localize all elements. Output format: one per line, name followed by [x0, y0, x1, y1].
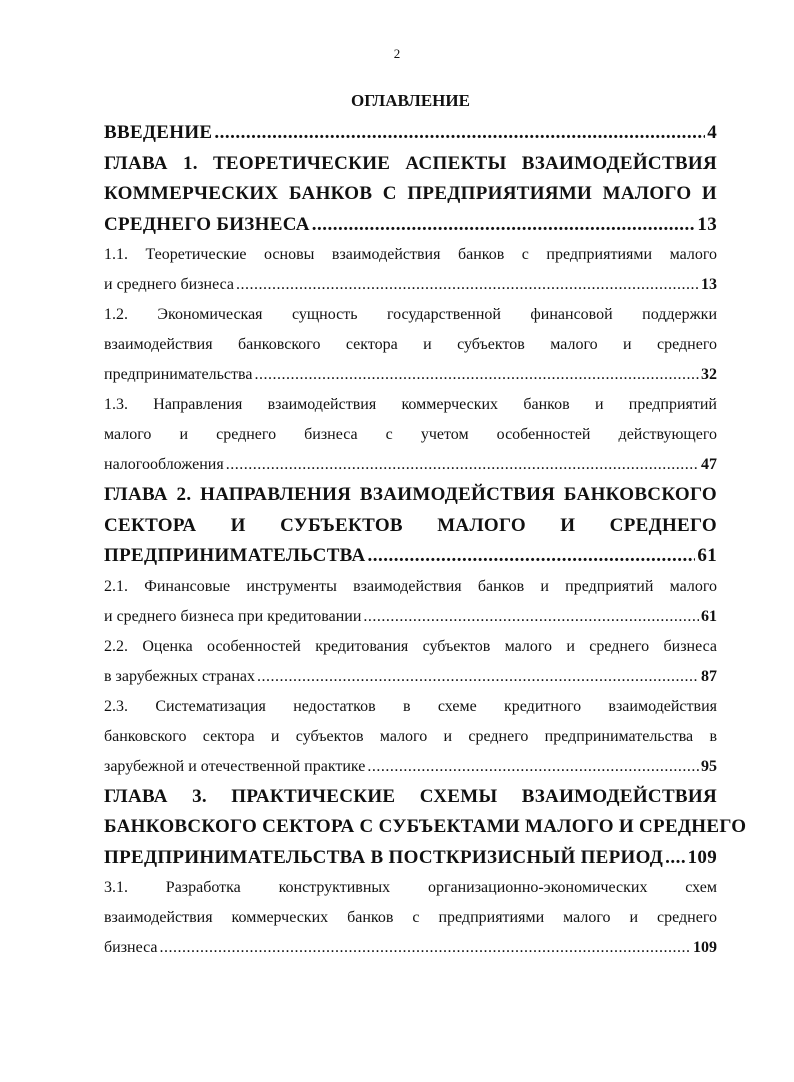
toc-entry-line [104, 752, 717, 782]
toc-entry-line: ГЛАВА 1. ТЕОРЕТИЧЕСКИЕ АСПЕКТЫ ВЗАИМОДЕЙСТВИЯ [104, 152, 717, 174]
table-of-contents [104, 88, 747, 963]
toc-page-number: 61 [697, 545, 717, 566]
toc-entry-line: банковского сектора и субъектов малого и среднего предпринимательства в [104, 727, 717, 745]
toc-entry-line: 2.3. Систематизация недостатков в схеме кредитного взаимодействия [104, 697, 717, 715]
dot-leader [367, 541, 695, 572]
toc-entry-line: ГЛАВА 2. НАПРАВЛЕНИЯ ВЗАИМОДЕЙСТВИЯ БАНКОВСКОГО [104, 484, 717, 505]
toc-page-number: 87 [701, 667, 717, 685]
toc-entry-text: зарубежной и отечественной практике [104, 757, 366, 775]
toc-entry-line [104, 360, 717, 390]
toc-page-number: 61 [701, 607, 717, 625]
toc-entry-line: ГЛАВА 3. ПРАКТИЧЕСКИЕ СХЕМЫ ВЗАИМОДЕЙСТВИЯ [104, 785, 717, 807]
toc-entry-line [104, 210, 717, 241]
dot-leader [226, 450, 699, 480]
dot-leader [254, 360, 699, 390]
toc-entry-line: взаимодействия коммерческих банков с предприятиями малого и среднего [104, 909, 717, 926]
toc-page-number: 13 [701, 276, 717, 293]
toc-section-entry [104, 572, 717, 632]
toc-entry-line [104, 541, 717, 572]
toc-page-number: 4 [707, 122, 717, 143]
toc-entry-text: в зарубежных странах [104, 667, 256, 685]
toc-entry-text: налогообложения [104, 456, 224, 473]
toc-entry-text: ПРЕДПРИНИМАТЕЛЬСТВА [104, 545, 366, 566]
toc-entry-text: ВВЕДЕНИЕ [104, 122, 213, 143]
toc-section-entry [104, 300, 717, 390]
toc-section-entry [104, 692, 717, 782]
toc-entry-line [104, 118, 717, 149]
toc-entry-line: БАНКОВСКОГО СЕКТОРА С СУБЪЕКТАМИ МАЛОГО И СРЕДНЕГО [104, 816, 747, 837]
toc-section-entry [104, 390, 717, 480]
dot-leader [363, 602, 699, 632]
toc-page-number: 95 [701, 757, 717, 775]
toc-entry-text: и среднего бизнеса при кредитовании [104, 607, 362, 625]
toc-chapter-entry [104, 149, 717, 241]
toc-entry-text: предпринимательства [104, 366, 253, 383]
toc-entry-line: 2.1. Финансовые инструменты взаимодействия банков и предприятий малого [104, 577, 717, 595]
toc-page-number: 32 [701, 366, 717, 383]
toc-page-number: 109 [687, 846, 717, 868]
toc-entry-line: 3.1. Разработка конструктивных организационно-экономических схем [104, 879, 717, 896]
toc-entry-line: 1.2. Экономическая сущность государственной финансовой поддержки [104, 306, 717, 323]
toc-entry-text: бизнеса [104, 939, 158, 956]
dot-leader [159, 933, 691, 963]
toc-entry-line: взаимодействия банковского сектора и субъектов малого и среднего [104, 336, 717, 353]
toc-entry-line [104, 450, 717, 480]
toc-chapter-entry [104, 480, 717, 572]
toc-chapter-entry [104, 782, 747, 874]
toc-entry-line [104, 662, 717, 692]
dot-leader [214, 118, 705, 149]
toc-entry-line [104, 933, 717, 963]
toc-entry-line: 1.3. Направления взаимодействия коммерческих банков и предприятий [104, 396, 717, 413]
toc-chapter-entry [104, 118, 717, 149]
toc-entry-line: СЕКТОРА И СУБЪЕКТОВ МАЛОГО И СРЕДНЕГО [104, 514, 717, 536]
toc-entry-text: СРЕДНЕГО БИЗНЕСА [104, 213, 310, 235]
toc-entry-line: малого и среднего бизнеса с учетом особенностей действующего [104, 426, 717, 443]
toc-entry-line [104, 270, 717, 300]
dot-leader [312, 210, 696, 241]
page-number: 2 [393, 46, 401, 61]
toc-section-entry [104, 632, 717, 692]
toc-entry-line [104, 602, 717, 632]
toc-page-number: 109 [693, 939, 717, 956]
toc-page-number: 13 [697, 213, 717, 235]
toc-section-entry [104, 240, 717, 300]
dot-leader [257, 662, 699, 692]
dot-leader [665, 843, 685, 874]
toc-section-entry [104, 873, 717, 963]
toc-entry-line [104, 843, 717, 874]
toc-entry-line: КОММЕРЧЕСКИХ БАНКОВ С ПРЕДПРИЯТИЯМИ МАЛОГО И [104, 183, 717, 204]
toc-page-number: 47 [701, 456, 717, 473]
toc-entry-line: 1.1. Теоретические основы взаимодействия банков с предприятиями малого [104, 246, 717, 263]
toc-entry-text: и среднего бизнеса [104, 276, 235, 293]
toc-entry-text: ПРЕДПРИНИМАТЕЛЬСТВА В ПОСТКРИЗИСНЫЙ ПЕРИОД [104, 846, 664, 868]
toc-title: ОГЛАВЛЕНИЕ [351, 91, 470, 110]
dot-leader [236, 270, 699, 300]
toc-entries [104, 118, 747, 963]
toc-entry-line: 2.2. Оценка особенностей кредитования субъектов малого и среднего бизнеса [104, 637, 717, 655]
dot-leader [367, 752, 699, 782]
